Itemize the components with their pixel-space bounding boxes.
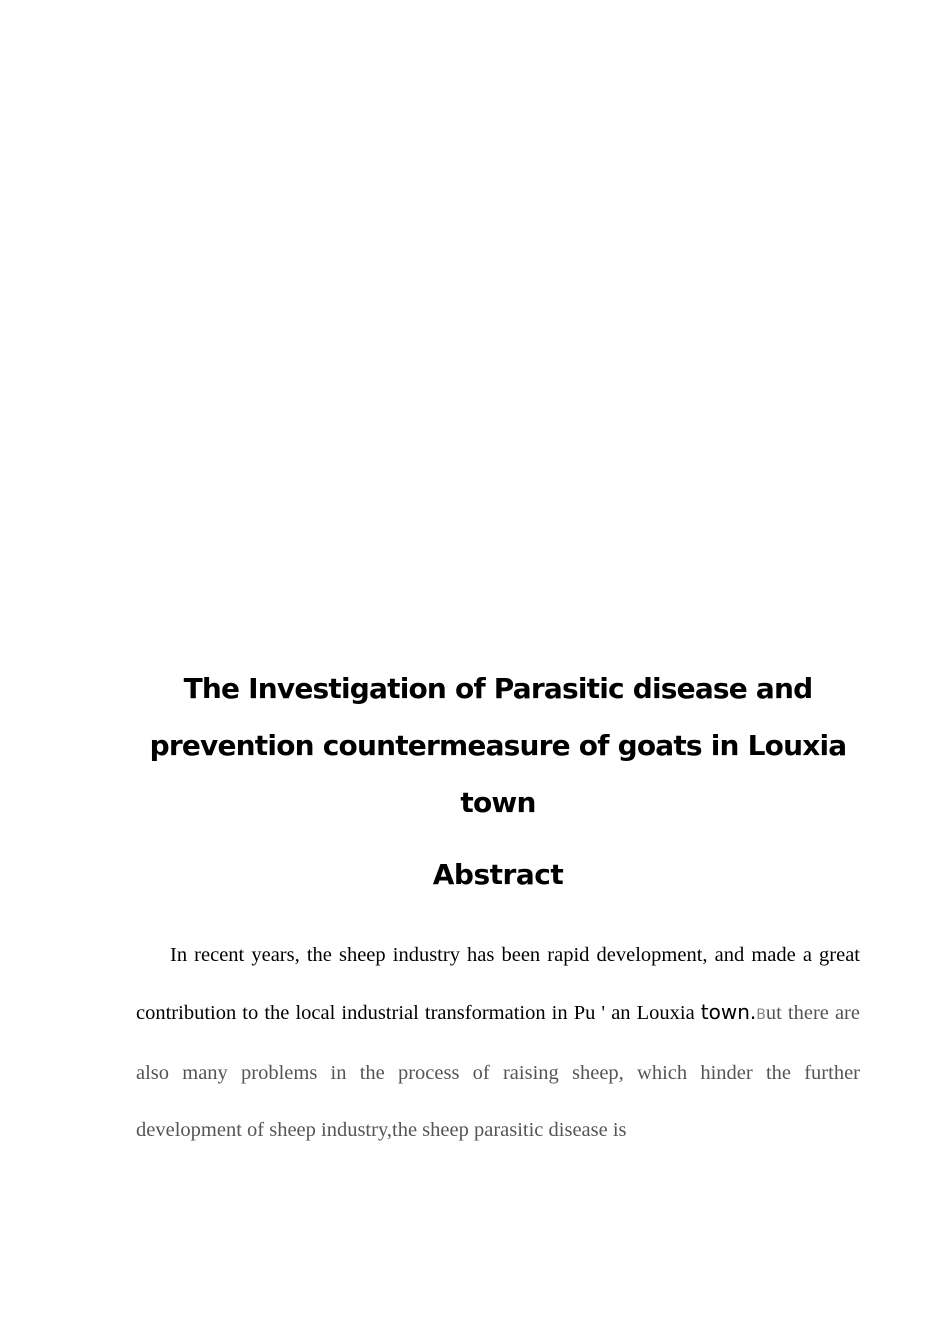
abstract-heading: Abstract (432, 858, 564, 891)
abstract-text-run-1: In recent years, the sheep industry has been rapid development, and made a great contribution to the local industrial transformation in Pu ' an Louxia (136, 944, 860, 1025)
abstract-text-run-4: ut there are also many problems in the process of raising sheep, which hinder the further development of sheep industry,the sheep parasitic disease is (136, 1002, 860, 1141)
abstract-paragraph (136, 927, 860, 1159)
abstract-text-run-3: B (756, 1007, 766, 1024)
document-title: The Investigation of Parasitic disease and prevention countermeasure of goats in Louxia town (149, 672, 847, 819)
abstract-text-run-2: town. (700, 1000, 757, 1025)
